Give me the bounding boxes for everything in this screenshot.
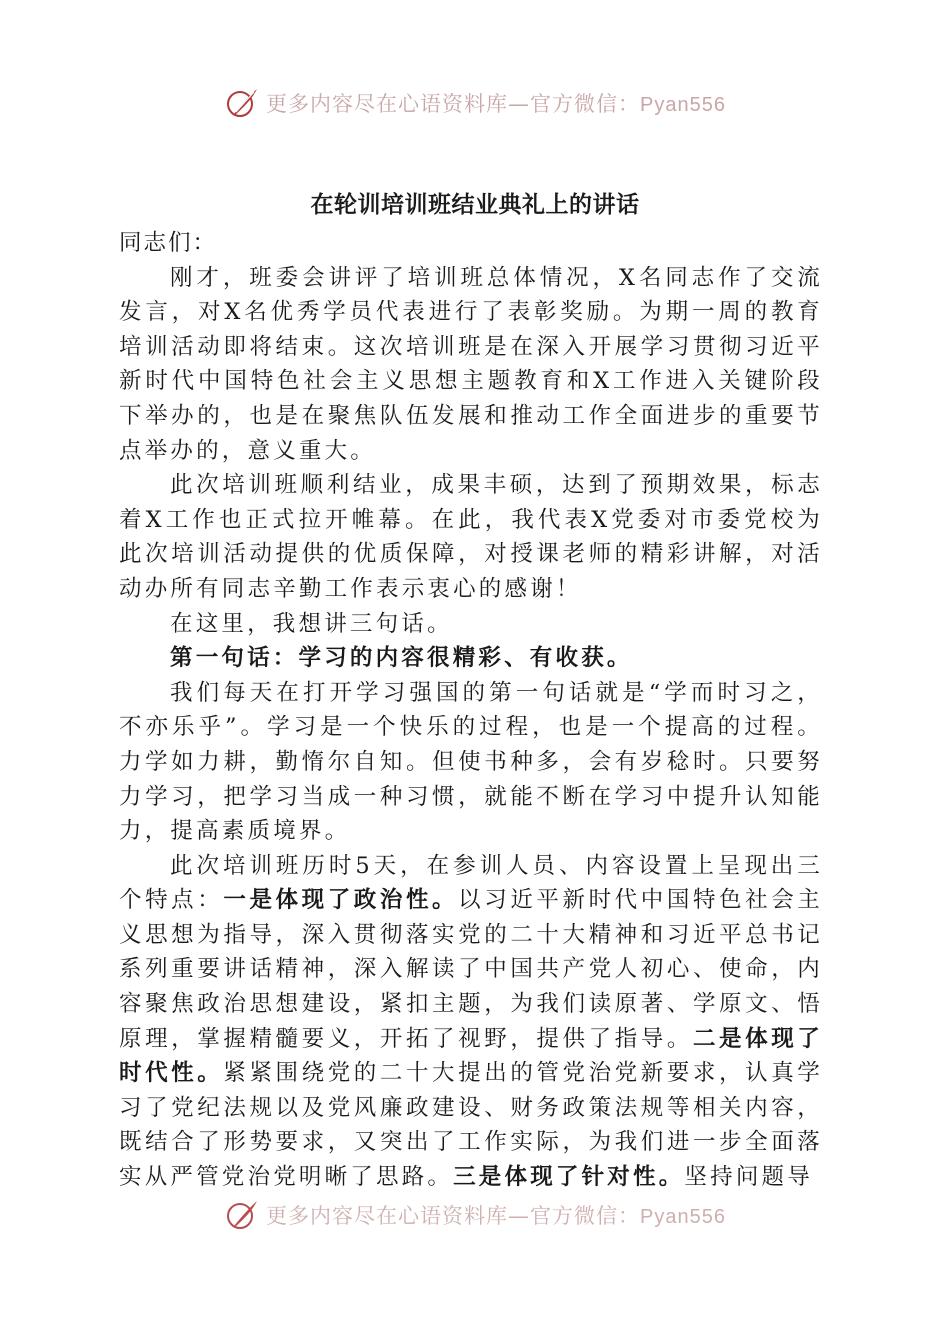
document-title: 在轮训培训班结业典礼上的讲话	[310, 192, 640, 218]
watermark-text: 更多内容尽在心语资料库—官方微信：Pyan556	[266, 1204, 726, 1228]
watermark-footer	[0, 1196, 950, 1250]
document-body	[119, 226, 823, 1195]
feather-pen-logo-icon	[224, 85, 260, 121]
section-heading-1: 第一句话：学习的内容很精彩、有收获。	[170, 645, 633, 672]
paragraph-4: 我们每天在打开学习强国的第一句话就是“学而时习之，不亦乐乎”。学习是一个快乐的过程，也是一个提高的过程。力学如力耕，勤惰尔自知。但使书种多，会有岁稔时。只要努力学习，把学习当成一种习惯，就能不断在学习中提升认知能力，提高素质境界。	[119, 679, 823, 845]
point-targeted: 三是体现了针对性。	[453, 1164, 685, 1191]
paragraph-3: 在这里，我想讲三句话。	[170, 610, 453, 637]
paragraph-2: 此次培训班顺利结业，成果丰硕，达到了预期效果，标志着X工作也正式拉开帷幕。在此，我代表X党委对市委党校为此次培训活动提供的优质保障，对授课老师的精彩讲解，对活动办所有同志辛勤工作表示衷心的感谢！	[119, 472, 823, 602]
point-political: 一是体现了政治性。	[223, 887, 459, 914]
salutation: 同志们：	[119, 230, 218, 256]
point-timely: 二是体现了时代性。	[119, 1025, 823, 1087]
watermark-header	[0, 78, 950, 128]
paragraph-5: 此次培训班历时5天，在参训人员、内容设置上呈现出三个特点：一是体现了政治性。以习近平新时代中国特色社会主义思想为指导，深入贯彻落实党的二十大精神和习近平总书记系列重要讲话精神，深入解读了中国共产党人初心、使命，内容聚焦政治思想建设，紧扣主题，为我们读原著、学原文、悟原理，掌握精髓要义，开拓了视野，提供了指导。二是体现了时代性。紧紧围绕党的二十大提出的管党治党新要求，认真学习了党纪法规以及党风廉政建设、财务政策法规等相关内容，既结合了形势要求，又突出了工作实际，为我们进一步全面落实从严管党治党明晰了思路。三是体现了针对性。坚持问题导	[119, 852, 823, 1191]
feather-pen-logo-icon	[224, 1197, 260, 1233]
watermark-text: 更多内容尽在心语资料库—官方微信：Pyan556	[266, 92, 726, 116]
paragraph-1: 刚才，班委会讲评了培训班总体情况，X名同志作了交流发言，对X名优秀学员代表进行了表彰奖励。为期一周的教育培训活动即将结束。这次培训班是在深入开展学习贯彻习近平新时代中国特色社会主义思想主题教育和X工作进入关键阶段下举办的，也是在聚焦队伍发展和推动工作全面进步的重要节点举办的，意义重大。	[119, 264, 823, 464]
